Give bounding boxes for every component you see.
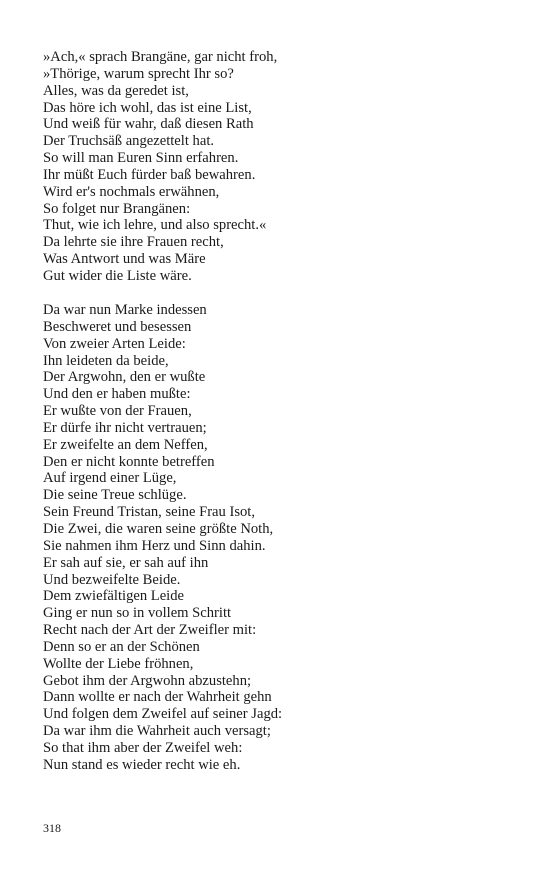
verse-line: Wird er's nochmals erwähnen, [43,183,220,200]
verse-line: Gut wider die Liste wäre. [43,267,192,284]
verse-line: Sein Freund Tristan, seine Frau Isot, [43,504,256,521]
verse-line: Recht nach der Art der Zweifler mit: [43,622,257,639]
verse-line: Und den er haben mußte: [43,386,191,403]
verse-line: Dann wollte er nach der Wahrheit gehn [43,689,272,706]
verse-line: Die Zwei, die waren seine größte Noth, [43,520,274,537]
stanza-2 [43,302,282,774]
verse-line: Sie nahmen ihm Herz und Sinn dahin. [43,537,266,554]
verse-line: Auf irgend einer Lüge, [43,470,177,487]
verse-line: So that ihm aber der Zweifel weh: [43,739,243,756]
verse-line: Alles, was da geredet ist, [43,82,189,99]
verse-line: Er wußte von der Frauen, [43,403,192,420]
verse-line: Der Argwohn, den er wußte [43,369,206,386]
page-number: 318 [43,821,61,835]
verse-line: Er sah auf sie, er sah auf ihn [43,554,209,571]
verse-line: Da lehrte sie ihre Frauen recht, [43,234,224,251]
verse-line: Gebot ihm der Argwohn abzustehn; [43,672,252,689]
verse-line: Er dürfe ihr nicht vertrauen; [43,419,207,436]
verse-line: Dem zwiefältigen Leide [43,588,185,605]
verse-line: Und bezweifelte Beide. [43,571,181,588]
verse-line: Ihr müßt Euch fürder baß bewahren. [43,166,256,183]
verse-line: Wollte der Liebe fröhnen, [43,655,194,672]
verse-line: Von zweier Arten Leide: [43,335,186,352]
verse-line: Was Antwort und was Märe [43,251,206,268]
verse-line: Beschweret und besessen [43,318,192,335]
verse-line: Ihn leideten da beide, [43,352,169,369]
verse-line: Und folgen dem Zweifel auf seiner Jagd: [43,706,283,723]
verse-line: Das höre ich wohl, das ist eine List, [43,99,252,116]
verse-line: Thut, wie ich lehre, und also sprecht.« [43,217,267,234]
verse-line: Nun stand es wieder recht wie eh. [43,756,241,773]
verse-line: Und weiß für wahr, daß diesen Rath [43,116,254,133]
verse-line: Der Truchsäß angezettelt hat. [43,133,215,150]
verse-line: Die seine Treue schlüge. [43,487,187,504]
verse-line: Da war ihm die Wahrheit auch versagt; [43,723,271,740]
verse-line: Denn so er an der Schönen [43,638,200,655]
stanza-1 [43,49,277,285]
verse-line: »Ach,« sprach Brangäne, gar nicht froh, [43,49,278,65]
verse-line: Er zweifelte an dem Neffen, [43,436,208,453]
verse-line: Den er nicht konnte betreffen [43,453,215,470]
verse-line: Ging er nun so in vollem Schritt [43,605,232,622]
verse-line: So will man Euren Sinn erfahren. [43,150,239,167]
verse-line: »Thörige, warum sprecht Ihr so? [43,65,234,82]
verse-line: Da war nun Marke indessen [43,302,207,318]
verse-line: So folget nur Brangänen: [43,200,191,217]
